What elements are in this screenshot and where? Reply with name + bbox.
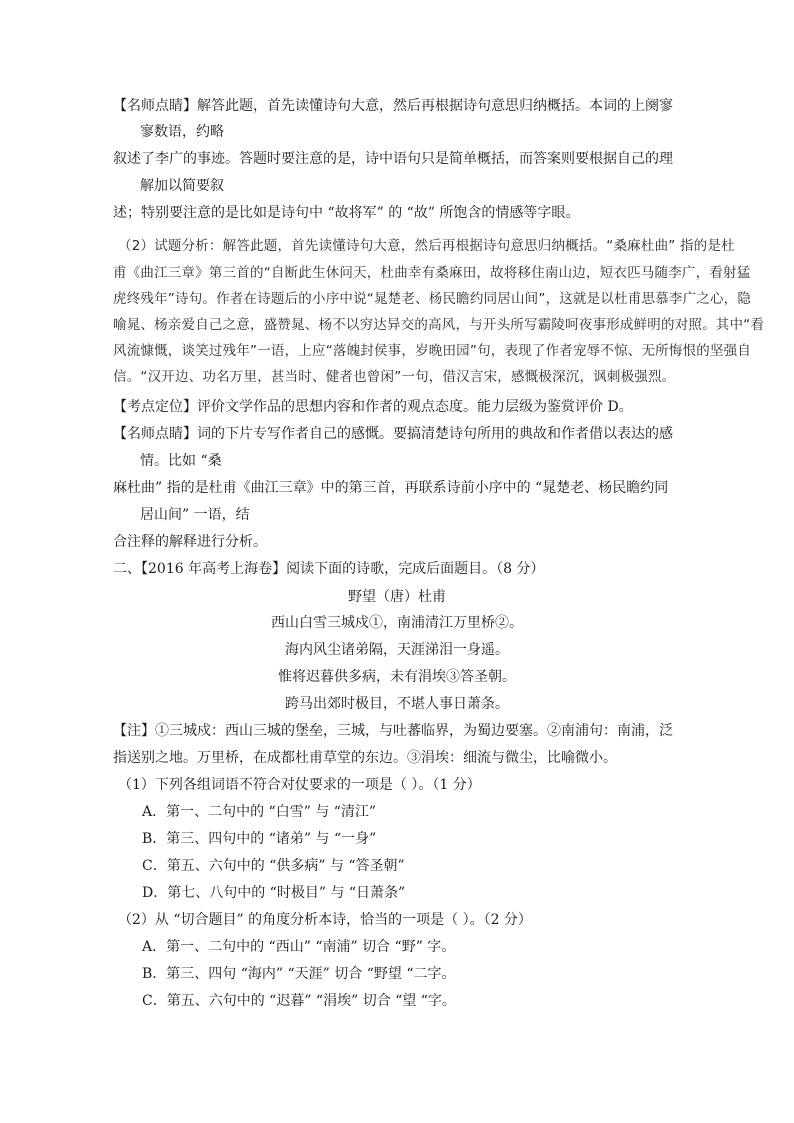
poem-line-4: 跨马出郊时极目，不堪人事日萧条。 — [285, 696, 509, 712]
exam-point-line: 【考点定位】评价文学作品的思想内容和作者的观点态度。能力层级为鉴赏评价 D。 — [113, 399, 633, 415]
question-2-option-a: A．第一、二句中的 “西山” “南浦” 切合 “野” 字。 — [142, 939, 456, 955]
teacher-comment-line-3: 叙述了李广的事迹。答题时要注意的是，诗中语句只是简单概括，而答案则要根据自己的理 — [113, 151, 673, 167]
teacher-comment-line-1: 【名师点睛】解答此题，首先读懂诗句大意，然后再根据诗句意思归纳概括。本词的上阕寥 — [113, 98, 673, 114]
teacher-comment2-line-3: 麻杜曲” 指的是杜甫《曲江三章》中的第三首，再联系诗前小序中的 “晁楚老、杨民瞻约同 — [113, 480, 669, 496]
notes-line-2: 指送别之地。万里桥，在成都杜甫草堂的东边。③涓埃：细流与微尘，比喻微小。 — [113, 750, 617, 766]
analysis-line-5: 风流慷慨，谈笑过残年”一语，上应“落魄封侯事，岁晚田园”句，表现了作者宠辱不惊、无所悔恨的坚强自 — [113, 343, 752, 359]
notes-line-1: 【注】①三城戍：西山三城的堡垒，三城，与吐蕃临界，为蜀边要塞。②南浦句：南浦，泛 — [113, 723, 673, 739]
analysis-line-2: 甫《曲江三章》第三首的“自断此生休问天，杜曲幸有桑麻田，故将移住南山边，短衣匹马随李广，看射猛 — [113, 265, 751, 281]
question-1-stem: （1）下列各组词语不符合对仗要求的一项是（ ）。（1 分） — [118, 777, 481, 793]
question-1-option-c: C．第五、六句中的 “供多病” 与 “答圣朝” — [142, 858, 405, 874]
teacher-comment2-line-5: 合注释的解释进行分析。 — [113, 534, 267, 550]
teacher-comment2-line-2: 情。比如 “桑 — [140, 453, 222, 469]
analysis-line-1: （2）试题分析：解答此题，首先读懂诗句大意，然后再根据诗句意思归纳概括。“桑麻杜曲” 指的是杜 — [118, 238, 735, 254]
question-2-option-b: B．第三、四句 “海内” “天涯” 切合 “野望 “二字。 — [142, 966, 456, 982]
poem-line-3: 惟将迟暮供多病，未有涓埃③答圣朝。 — [278, 669, 516, 685]
question-heading: 二、【2016 年高考上海卷】阅读下面的诗歌，完成后面题目。（8 分） — [113, 561, 545, 577]
poem-line-1: 西山白雪三城戍①，南浦清江万里桥②。 — [271, 615, 523, 631]
teacher-comment-line-4: 解加以简要叙 — [140, 178, 224, 194]
question-2-stem: （2）从 “切合题目” 的角度分析本诗，恰当的一项是（ ）。（2 分） — [118, 912, 532, 928]
question-1-option-b: B．第三、四句中的 “诸弟” 与 “一身” — [142, 831, 377, 847]
analysis-line-6: 信。“汉开边、功名万里，甚当时、健者也曾闲”一句，借汉言宋，感慨极深沉，讽刺极强烈。 — [113, 369, 676, 385]
analysis-line-4: 喻晁、杨亲爱自己之意，盛赞晁、杨不以穷达异交的高风，与开头所写霸陵呵夜事形成鲜明的对照。其中“看 — [113, 317, 765, 333]
question-1-option-d: D．第七、八句中的 “时极目” 与 “日萧条” — [142, 885, 406, 901]
question-2-option-c: C．第五、六句中的 “迟暮” “涓埃” 切合 “望 “字。 — [142, 993, 456, 1009]
teacher-comment-line-5: 述；特别要注意的是比如是诗句中 “故将军” 的 “故” 所饱含的情感等字眼。 — [113, 205, 580, 221]
analysis-line-3: 虎终残年”诗句。作者在诗题后的小序中说“晁楚老、杨民瞻约同居山间”，这就是以杜甫思慕李广之心，隐 — [113, 291, 752, 307]
poem-title: 野望（唐）杜甫 — [348, 589, 446, 605]
poem-line-2: 海内风尘诸弟隔，天涯涕泪一身遥。 — [285, 642, 509, 658]
teacher-comment-line-2: 寥数语，约略 — [140, 124, 224, 140]
teacher-comment2-line-1: 【名师点睛】词的下片专写作者自己的感慨。要搞清楚诗句所用的典故和作者借以表达的感 — [113, 426, 673, 442]
question-1-option-a: A．第一、二句中的 “白雪” 与 “清江” — [142, 804, 377, 820]
teacher-comment2-line-4: 居山间” 一语，结 — [140, 507, 250, 523]
